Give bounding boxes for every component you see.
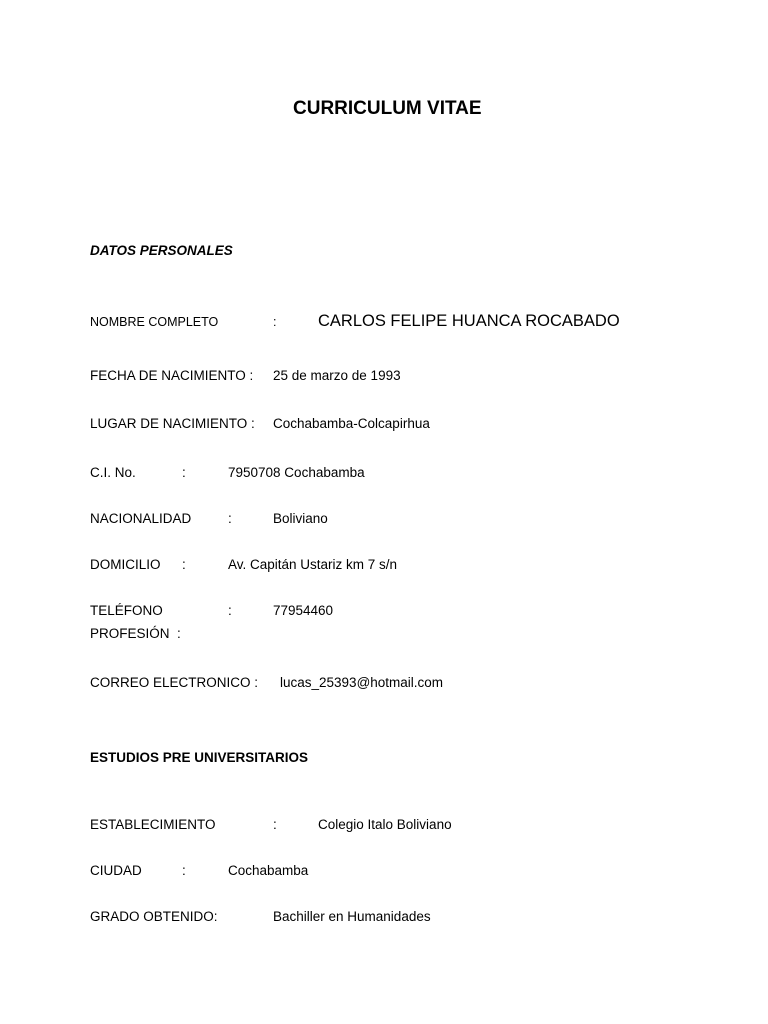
- fecha-value: 25 de marzo de 1993: [273, 368, 401, 383]
- ci-label: C.I. No.: [90, 465, 136, 480]
- telefono-label: TELÉFONO: [90, 603, 163, 618]
- nacionalidad-label: NACIONALIDAD: [90, 511, 192, 526]
- establecimiento-value: Colegio Italo Boliviano: [318, 817, 452, 832]
- nacionalidad-colon: :: [228, 511, 232, 526]
- domicilio-label: DOMICILIO: [90, 557, 161, 572]
- correo-value: lucas_25393@hotmail.com: [280, 675, 444, 690]
- ciudad-label: CIUDAD: [90, 863, 142, 878]
- establecimiento-colon: :: [273, 817, 277, 832]
- nombre-colon: :: [273, 315, 277, 329]
- grado-label: GRADO OBTENIDO:: [90, 909, 218, 924]
- establecimiento-label: ESTABLECIMIENTO: [90, 817, 216, 832]
- document-title: CURRICULUM VITAE: [293, 98, 482, 119]
- ci-colon: :: [182, 465, 186, 480]
- nombre-label: NOMBRE COMPLETO: [90, 315, 219, 329]
- pre-university-section-heading: ESTUDIOS PRE UNIVERSITARIOS: [90, 750, 309, 765]
- domicilio-colon: :: [182, 557, 186, 572]
- personal-section-heading: DATOS PERSONALES: [90, 243, 233, 258]
- correo-label: CORREO ELECTRONICO :: [90, 675, 259, 690]
- telefono-value: 77954460: [273, 603, 334, 618]
- ci-value: 7950708 Cochabamba: [228, 465, 365, 480]
- lugar-value: Cochabamba-Colcapirhua: [273, 416, 430, 431]
- grado-value: Bachiller en Humanidades: [273, 909, 431, 924]
- fecha-label: FECHA DE NACIMIENTO :: [90, 368, 254, 383]
- nombre-value: CARLOS FELIPE HUANCA ROCABADO: [318, 312, 620, 330]
- lugar-label: LUGAR DE NACIMIENTO :: [90, 416, 255, 431]
- ciudad-colon: :: [182, 863, 186, 878]
- ciudad-value: Cochabamba: [228, 863, 309, 878]
- telefono-colon: :: [228, 603, 232, 618]
- nacionalidad-value: Boliviano: [273, 511, 328, 526]
- profesion-label: PROFESIÓN :: [90, 626, 181, 641]
- domicilio-value: Av. Capitán Ustariz km 7 s/n: [228, 557, 398, 572]
